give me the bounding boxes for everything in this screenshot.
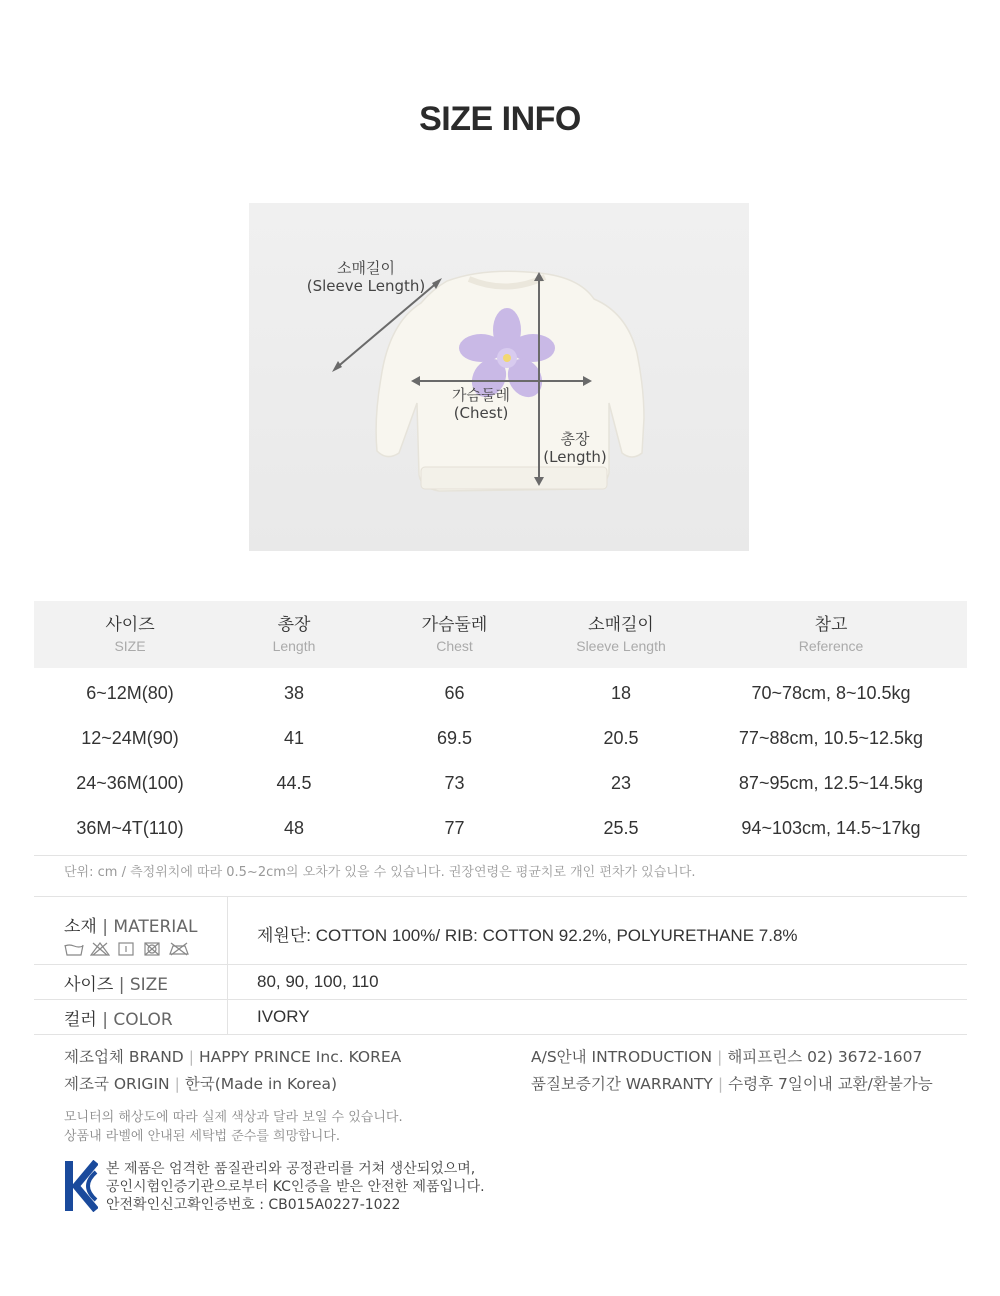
cell-length: 41 [283, 728, 305, 748]
warranty-value: 수령후 7일이내 교환/환불가능 [728, 1075, 933, 1093]
warranty-label: 품질보증기간 WARRANTY [531, 1075, 713, 1093]
kc-line: 안전확인신고확인증번호 : CB015A0227-1022 [106, 1197, 401, 1213]
cell-reference: 94~103cm, 14.5~17kg [741, 818, 921, 838]
brand-label: 제조업체 BRAND [64, 1048, 184, 1066]
no-bleach-icon [90, 941, 110, 955]
measurement-note: 단위: cm / 측정위치에 따라 0.5~2cm의 오차가 있을 수 있습니다. 권장연령은 평균치로 개인 편차가 있습니다. [64, 865, 696, 880]
material-row [34, 906, 967, 960]
cell-size: 12~24M(90) [81, 728, 179, 748]
cell-reference: 87~95cm, 12.5~14.5kg [738, 773, 924, 793]
no-iron-icon [168, 941, 188, 955]
header-ko: 참고 [814, 614, 848, 635]
size-key-ko: 사이즈 [64, 974, 114, 995]
separator: | [188, 1048, 194, 1066]
origin-label: 제조국 ORIGIN [64, 1075, 170, 1093]
notice-line: 상품내 라벨에 안내된 세탁법 준수를 희망합니다. [64, 1129, 340, 1144]
size-table [34, 601, 967, 851]
header-en: Sleeve Length [576, 637, 666, 654]
product-diagram [249, 203, 749, 551]
line-dry-icon [116, 941, 136, 955]
sleeve-label-en: (Sleeve Length) [306, 277, 426, 295]
table-row [34, 761, 967, 806]
separator: | [717, 1075, 724, 1093]
cell-chest: 66 [444, 683, 465, 703]
header-en: Length [272, 637, 316, 654]
cell-sleeve: 25.5 [603, 818, 639, 838]
cell-length: 48 [283, 818, 305, 838]
separator: | [174, 1075, 180, 1093]
header-ko: 사이즈 [105, 614, 155, 635]
no-tumble-dry-icon [142, 941, 162, 955]
cell-length: 44.5 [276, 773, 312, 793]
table-row [34, 671, 967, 716]
warranty-line [531, 1071, 933, 1098]
material-key-en: | MATERIAL [102, 916, 198, 937]
as-label: A/S안내 INTRODUCTION [531, 1048, 713, 1066]
brand-origin-info [64, 1044, 401, 1098]
page-title: SIZE INFO [419, 100, 581, 138]
header-en: SIZE [114, 637, 146, 654]
cell-sleeve: 23 [610, 773, 632, 793]
color-key [34, 1005, 227, 1030]
color-row [34, 1000, 967, 1034]
header-length [226, 601, 362, 668]
size-row [34, 965, 967, 999]
cell-size: 36M~4T(110) [76, 818, 184, 838]
cell-reference: 70~78cm, 8~10.5kg [751, 683, 911, 703]
care-icons [64, 941, 227, 955]
origin-value: 한국(Made in Korea) [184, 1075, 338, 1093]
cell-sleeve: 20.5 [603, 728, 639, 748]
header-chest [362, 601, 547, 668]
color-key-en: | COLOR [102, 1009, 173, 1030]
header-sleeve [547, 601, 695, 668]
header-ko: 총장 [277, 614, 311, 635]
cell-chest: 73 [444, 773, 465, 793]
header-ko: 가슴둘레 [421, 614, 488, 635]
material-key [34, 912, 227, 955]
size-key [34, 970, 227, 995]
wash-30-icon [64, 941, 84, 955]
length-label-en: (Length) [543, 448, 607, 466]
chest-label-ko: 가슴둘레 [452, 386, 510, 404]
length-label-ko: 총장 [560, 430, 590, 448]
length-label [535, 430, 615, 466]
brand-value: HAPPY PRINCE Inc. KOREA [198, 1048, 402, 1066]
table-header [34, 601, 967, 668]
chest-label [429, 386, 533, 422]
sweatshirt-illustration [249, 203, 749, 551]
divider [34, 896, 967, 897]
color-value: IVORY [257, 1007, 310, 1026]
notice-line: 모니터의 해상도에 따라 실제 색상과 달라 보일 수 있습니다. [64, 1110, 403, 1125]
separator: | [717, 1048, 723, 1066]
cell-chest: 77 [444, 818, 465, 838]
divider [34, 855, 967, 856]
header-en: Reference [798, 637, 864, 654]
sleeve-label [299, 259, 433, 295]
origin-line [64, 1071, 401, 1098]
as-value: 해피프린스 02) 3672-1607 [727, 1048, 923, 1066]
cell-size: 24~36M(100) [76, 773, 184, 793]
material-value: 제원단: COTTON 100%/ RIB: COTTON 92.2%, POLYURETHANE 7.8% [257, 925, 798, 945]
brand-line [64, 1044, 401, 1071]
cell-chest: 69.5 [436, 728, 473, 748]
as-line [531, 1044, 933, 1071]
service-info [531, 1044, 933, 1098]
chest-label-en: (Chest) [453, 404, 509, 422]
cell-sleeve: 18 [610, 683, 632, 703]
kc-text [106, 1160, 485, 1214]
cell-length: 38 [283, 683, 305, 703]
kc-line: 공인시험인증기관으로부터 KC인증을 받은 안전한 제품입니다. [106, 1179, 485, 1195]
size-value: 80, 90, 100, 110 [257, 972, 379, 991]
header-en: Chest [436, 637, 473, 654]
cell-reference: 77~88cm, 10.5~12.5kg [738, 728, 924, 748]
header-ko: 소매길이 [588, 614, 654, 635]
table-row [34, 806, 967, 851]
divider [34, 1034, 967, 1035]
display-notice [64, 1108, 403, 1146]
sleeve-label-ko: 소매길이 [337, 259, 395, 277]
kc-line: 본 제품은 엄격한 품질관리와 공정관리를 거쳐 생산되었으며, [106, 1161, 476, 1177]
material-key-ko: 소재 [64, 916, 97, 937]
header-size [34, 601, 226, 668]
size-key-en: | SIZE [118, 974, 169, 995]
cell-size: 6~12M(80) [86, 683, 174, 703]
kc-mark-icon [64, 1160, 98, 1212]
table-row [34, 716, 967, 761]
color-key-ko: 컬러 [64, 1009, 97, 1030]
header-reference [695, 601, 967, 668]
kc-certification [64, 1160, 485, 1214]
